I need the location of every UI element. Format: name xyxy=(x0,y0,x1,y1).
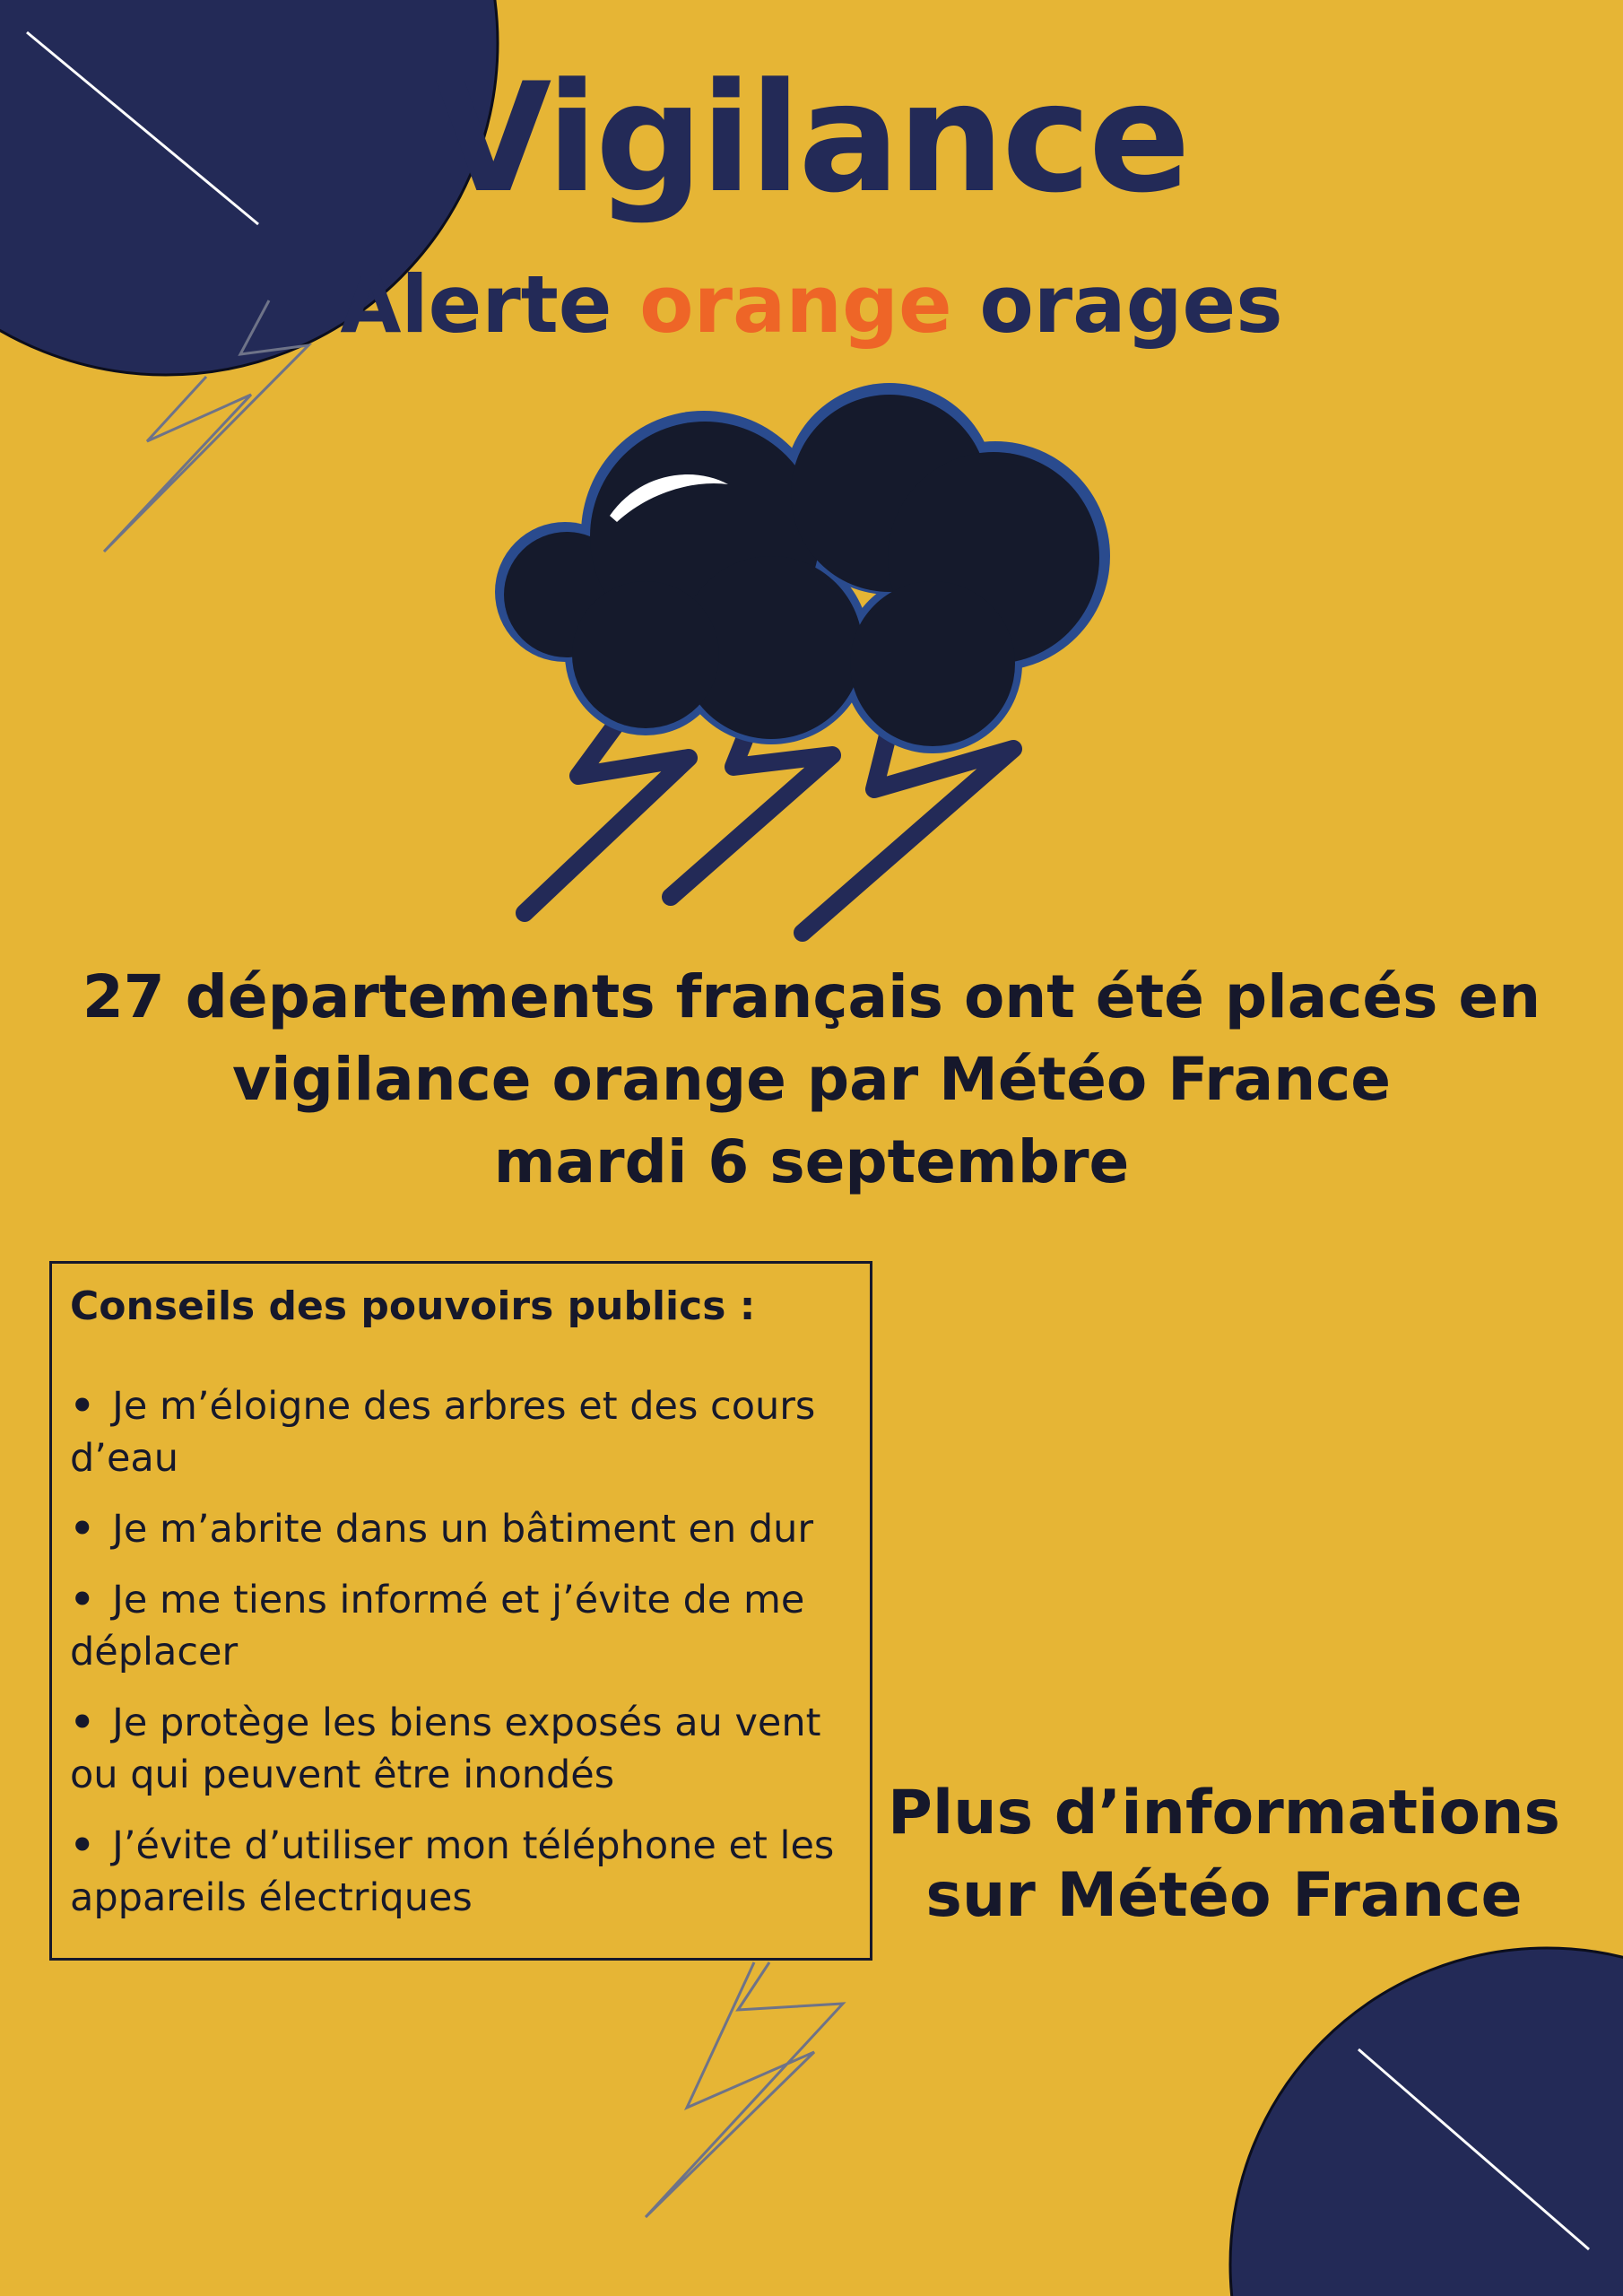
advice-item-text: J’évite d’utiliser mon téléphone et les appareils électriques xyxy=(70,1823,835,1920)
advice-item xyxy=(70,1574,852,1678)
advice-item-text: Je m’abrite dans un bâtiment en dur xyxy=(112,1507,814,1552)
subtitle-part-alerte: Alerte xyxy=(340,258,640,351)
announcement xyxy=(36,956,1587,1204)
bottom-right-circle xyxy=(1230,1948,1623,2296)
storm-cloud-icon xyxy=(495,383,1110,933)
advice-item xyxy=(70,1820,852,1924)
bullet-icon: • xyxy=(70,1507,95,1552)
advice-item-text: Je me tiens informé et j’évite de me déplacer xyxy=(70,1578,805,1674)
advice-item xyxy=(70,1380,852,1484)
lightning-bolt-icon xyxy=(646,1962,843,2217)
announcement-line: mardi 6 septembre xyxy=(493,1127,1130,1196)
more-info xyxy=(861,1772,1587,1937)
advice-title: Conseils des pouvoirs publics : xyxy=(70,1283,756,1329)
advice-item xyxy=(70,1503,852,1555)
bullet-icon: • xyxy=(70,1823,95,1868)
advice-item-text: Je protège les biens exposés au vent ou qui peuvent être inondés xyxy=(70,1700,821,1797)
subtitle-accent-orange: orange xyxy=(639,258,952,351)
bullet-icon: • xyxy=(70,1700,95,1745)
page-title: Vigilance xyxy=(435,50,1188,226)
more-info-line: Plus d’informations xyxy=(888,1778,1560,1848)
advice-item-text: Je m’éloigne des arbres et des cours d’eau xyxy=(70,1384,816,1481)
advice-box xyxy=(49,1261,872,1961)
advice-item xyxy=(70,1697,852,1801)
bullet-icon: • xyxy=(70,1384,95,1429)
more-info-line: sur Météo France xyxy=(925,1860,1523,1931)
announcement-line: 27 départements français ont été placés en xyxy=(82,962,1541,1031)
alert-subtitle xyxy=(0,258,1623,351)
advice-list xyxy=(70,1380,852,1924)
subtitle-part-orages: orages xyxy=(951,258,1283,351)
announcement-line: vigilance orange par Météo France xyxy=(231,1045,1392,1114)
bullet-icon: • xyxy=(70,1578,95,1622)
